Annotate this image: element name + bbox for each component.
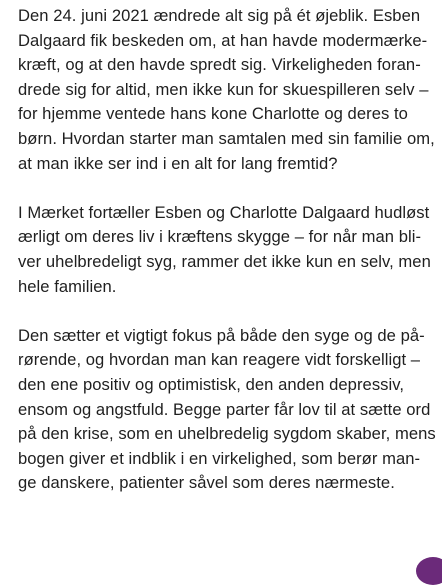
text-line: bogen giver et indblik i en virkelighed, som berør man-	[18, 448, 421, 468]
paragraph-1	[18, 4, 435, 176]
text-line: at man ikke ser ind i en alt for lang fremtid?	[18, 153, 338, 173]
text-line: Dalgaard fik beskeden om, at han havde modermærke-	[18, 30, 428, 50]
text-line: ver uhelbredeligt syg, rammer det ikke kun en selv, men	[18, 251, 431, 271]
text-line: rørende, og hvordan man kan reagere vidt forskelligt –	[18, 350, 421, 370]
paragraph-3	[18, 324, 436, 496]
text-line: drede sig for altid, men ikke kun for skuespilleren selv –	[18, 79, 429, 99]
article-body	[18, 4, 436, 496]
floating-action-button[interactable]	[416, 557, 442, 585]
text-line: den ene positiv og optimistisk, den anden depressiv,	[18, 374, 405, 394]
text-line: ensom og angstfuld. Begge parter får lov til at sætte ord	[18, 399, 431, 419]
paragraph-spacer	[18, 176, 426, 201]
text-line: børn. Hvordan starter man samtalen med sin familie om,	[18, 128, 435, 148]
text-line: kræft, og at den havde spredt sig. Virkeligheden foran-	[18, 55, 421, 75]
paragraph-2	[18, 201, 431, 299]
text-line: på den krise, som en uhelbredelig sygdom skaber, mens	[18, 424, 436, 444]
paragraph-spacer	[18, 299, 426, 324]
text-line: ærligt om deres liv i kræftens skygge – for når man bli-	[18, 227, 422, 247]
text-line: I Mærket fortæller Esben og Charlotte Dalgaard hudløst	[18, 202, 430, 222]
text-line: Den sætter et vigtigt fokus på både den syge og de på-	[18, 325, 425, 345]
text-line: hele familien.	[18, 276, 117, 296]
text-line: ge danskere, patienter såvel som deres nærmeste.	[18, 473, 395, 493]
text-line: Den 24. juni 2021 ændrede alt sig på ét øjeblik. Esben	[18, 6, 421, 25]
text-line: for hjemme ventede hans kone Charlotte og deres to	[18, 104, 408, 124]
